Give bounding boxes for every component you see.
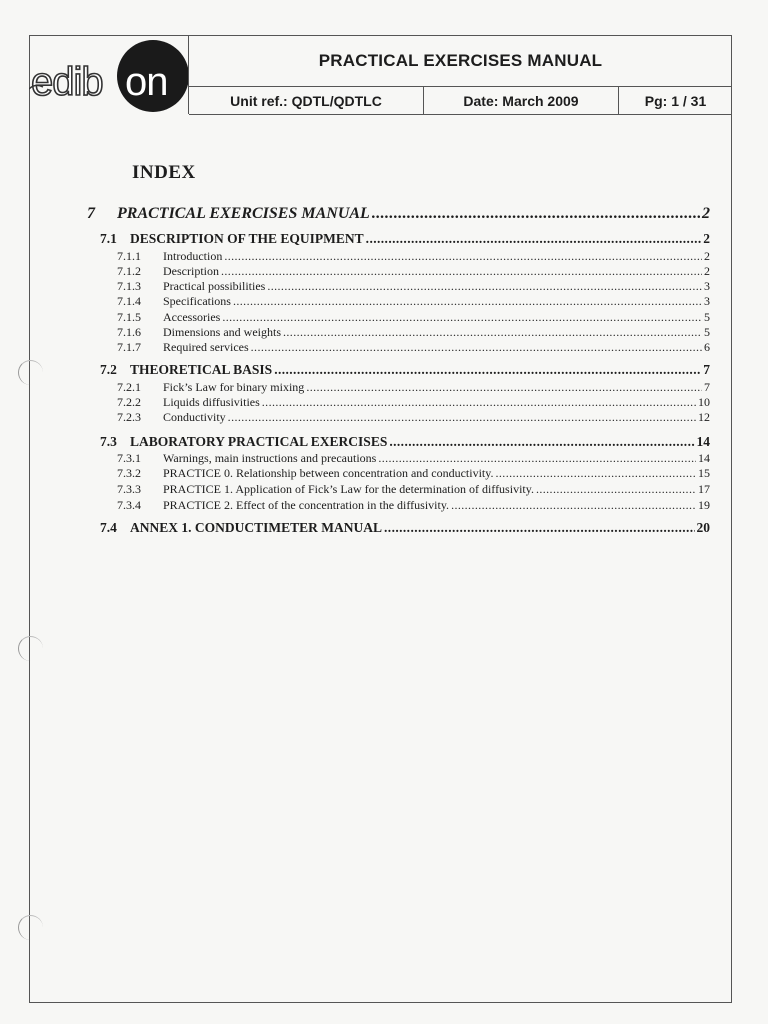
- toc-label: Fick’s Law for binary mixing: [163, 380, 305, 394]
- document-header: [29, 35, 732, 114]
- toc-page: 14: [696, 434, 710, 449]
- toc-page: 17: [698, 482, 710, 496]
- toc-num: 7.3.2: [117, 466, 141, 480]
- toc-page: 14: [698, 451, 710, 465]
- toc-leader: [389, 434, 694, 450]
- toc-item[interactable]: [117, 310, 710, 325]
- toc-page: 19: [698, 498, 710, 512]
- edibon-logo: [29, 37, 188, 114]
- toc-num: 7: [87, 205, 95, 222]
- toc-item[interactable]: [117, 498, 710, 513]
- toc-item[interactable]: [117, 264, 710, 279]
- toc-num: 7.1.5: [117, 310, 141, 324]
- svg-text:edib: edib: [31, 60, 103, 104]
- toc-label: PRACTICE 2. Effect of the concentration in the diffusivity.: [163, 498, 450, 512]
- toc-page: 12: [698, 410, 710, 424]
- toc-page: 2: [703, 231, 710, 246]
- toc-item[interactable]: [117, 482, 710, 497]
- toc-section-7-2[interactable]: [100, 362, 710, 378]
- toc-num: 7.4: [100, 520, 117, 535]
- toc-page: 5: [704, 325, 710, 339]
- toc-item[interactable]: [117, 249, 710, 264]
- toc-leader: [221, 264, 702, 279]
- toc-num: 7.3.4: [117, 498, 141, 512]
- toc-label: Warnings, main instructions and precautions: [163, 451, 377, 465]
- toc-label: THEORETICAL BASIS: [130, 362, 273, 377]
- toc-num: 7.2.1: [117, 380, 141, 394]
- toc-page: 3: [704, 294, 710, 308]
- toc-num: 7.3.1: [117, 451, 141, 465]
- toc-item[interactable]: [117, 380, 710, 395]
- toc-leader: [233, 294, 702, 309]
- toc-label: PRACTICE 1. Application of Fick’s Law for the determination of diffusivity.: [163, 482, 534, 496]
- toc-num: 7.1.1: [117, 249, 141, 263]
- toc-page: 20: [696, 520, 710, 535]
- toc-label: Practical possibilities: [163, 279, 266, 293]
- toc-item[interactable]: [117, 410, 710, 425]
- toc-page: 15: [698, 466, 710, 480]
- toc-chapter[interactable]: [87, 205, 710, 223]
- toc-num: 7.1: [100, 231, 117, 246]
- toc-leader: [536, 482, 696, 497]
- toc-leader: [451, 498, 696, 513]
- toc-num: 7.1.6: [117, 325, 141, 339]
- toc-leader: [378, 451, 696, 466]
- toc-leader: [372, 205, 700, 223]
- toc-num: 7.3.3: [117, 482, 141, 496]
- toc-label: ANNEX 1. CONDUCTIMETER MANUAL: [130, 520, 383, 535]
- toc-num: 7.3: [100, 434, 117, 449]
- toc-label: Conductivity: [163, 410, 226, 424]
- toc-label: PRACTICE 0. Relationship between concentration and conductivity.: [163, 466, 494, 480]
- toc-leader: [224, 249, 702, 264]
- toc-num: 7.1.2: [117, 264, 141, 278]
- toc-page: 2: [702, 205, 710, 222]
- toc-page: 6: [704, 340, 710, 354]
- toc-num: 7.2: [100, 362, 117, 377]
- date: Date: March 2009: [424, 87, 619, 114]
- toc-page: 10: [698, 395, 710, 409]
- punch-hole: [18, 360, 43, 385]
- manual-title: PRACTICAL EXERCISES MANUAL: [189, 35, 732, 87]
- punch-hole: [18, 915, 43, 940]
- toc-item[interactable]: [117, 325, 710, 340]
- toc-num: 7.1.3: [117, 279, 141, 293]
- toc-leader: [283, 325, 702, 340]
- toc-label: Introduction: [163, 249, 223, 263]
- header-info-row: [189, 87, 732, 115]
- toc-leader: [251, 340, 702, 355]
- toc-item[interactable]: [117, 340, 710, 355]
- toc-leader: [274, 362, 701, 378]
- index-heading: INDEX: [132, 162, 196, 183]
- toc-label: Specifications: [163, 294, 231, 308]
- toc-section-7-3[interactable]: [100, 434, 710, 450]
- toc-page: 2: [704, 264, 710, 278]
- toc-item[interactable]: [117, 451, 710, 466]
- toc-num: 7.2.2: [117, 395, 141, 409]
- toc-item[interactable]: [117, 279, 710, 294]
- toc-page: 3: [704, 279, 710, 293]
- toc-leader: [228, 410, 696, 425]
- toc-item[interactable]: [117, 466, 710, 481]
- toc-section-7-1[interactable]: [100, 231, 710, 247]
- toc-num: 7.2.3: [117, 410, 141, 424]
- logo-cell: [29, 35, 189, 114]
- toc-label: DESCRIPTION OF THE EQUIPMENT: [130, 231, 364, 246]
- toc-label: LABORATORY PRACTICAL EXERCISES: [130, 434, 388, 449]
- toc-label: Accessories: [163, 310, 221, 324]
- toc-label: Liquids diffusivities: [163, 395, 260, 409]
- toc-label: Description: [163, 264, 219, 278]
- toc-leader: [262, 395, 696, 410]
- toc-num: 7.1.7: [117, 340, 141, 354]
- toc-leader: [267, 279, 702, 294]
- svg-text:on: on: [125, 60, 168, 104]
- toc-item[interactable]: [117, 395, 710, 410]
- toc-section-7-4[interactable]: [100, 520, 710, 536]
- toc-label: Dimensions and weights: [163, 325, 281, 339]
- toc-leader: [496, 466, 697, 481]
- toc-leader: [222, 310, 702, 325]
- page-number: Pg: 1 / 31: [644, 92, 707, 109]
- toc-leader: [366, 231, 702, 247]
- toc-leader: [306, 380, 702, 395]
- toc-page: 7: [703, 362, 710, 377]
- toc-item[interactable]: [117, 294, 710, 309]
- toc-num: 7.1.4: [117, 294, 141, 308]
- toc-page: 5: [704, 310, 710, 324]
- punch-hole: [18, 636, 43, 661]
- toc-page: 2: [704, 249, 710, 263]
- unit-ref: Unit ref.: QDTL/QDTLC: [189, 87, 424, 114]
- toc-page: 7: [704, 380, 710, 394]
- toc-label: PRACTICAL EXERCISES MANUAL: [117, 205, 370, 222]
- toc-leader: [384, 520, 694, 536]
- toc-label: Required services: [163, 340, 249, 354]
